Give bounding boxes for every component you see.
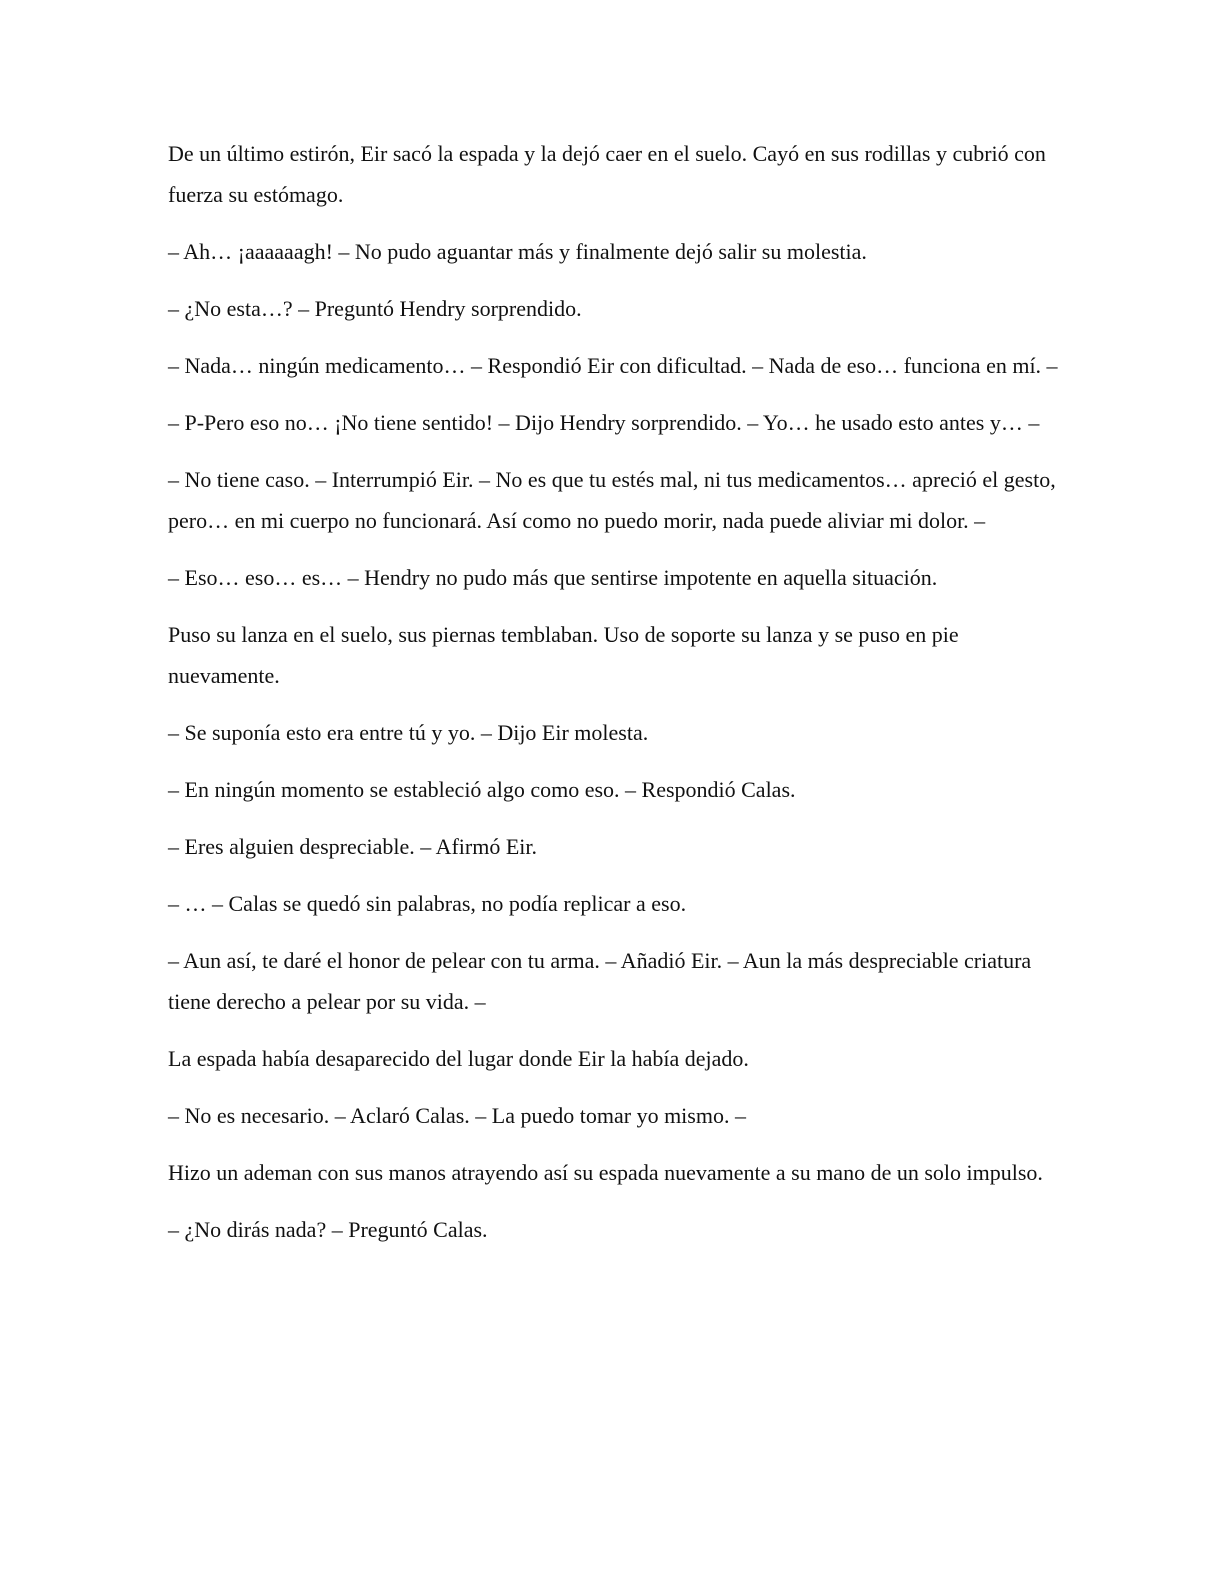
paragraph-4: – Nada… ningún medicamento… – Respondió Eir con dificultad. – Nada de eso… funciona en mí. – (168, 353, 1058, 378)
paragraph-5: – P-Pero eso no… ¡No tiene sentido! – Dijo Hendry sorprendido. – Yo… he usado esto antes y… – (168, 410, 1040, 435)
paragraph-9: – Se suponía esto era entre tú y yo. – Dijo Eir molesta. (168, 720, 649, 745)
paragraph-15: – No es necesario. – Aclaró Calas. – La puedo tomar yo mismo. – (168, 1103, 746, 1128)
document-page (168, 133, 1058, 1266)
paragraph-2: – Ah… ¡aaaaaagh! – No pudo aguantar más y finalmente dejó salir su molestia. (168, 239, 867, 264)
paragraph-12: – … – Calas se quedó sin palabras, no podía replicar a eso. (168, 891, 687, 916)
paragraph-7: – Eso… eso… es… – Hendry no pudo más que sentirse impotente en aquella situación. (168, 565, 938, 590)
paragraph-14: La espada había desaparecido del lugar donde Eir la había dejado. (168, 1046, 749, 1071)
paragraph-6: – No tiene caso. – Interrumpió Eir. – No es que tu estés mal, ni tus medicamentos… apreció el gesto, pero… en mi cuerpo no funcionará. Así como no puedo morir, nada puede aliviar mi dolor. – (168, 467, 1056, 533)
paragraph-11: – Eres alguien despreciable. – Afirmó Eir. (168, 834, 537, 859)
paragraph-1: De un último estirón, Eir sacó la espada y la dejó caer en el suelo. Cayó en sus rodillas y cubrió con fuerza su estómago. (168, 141, 1046, 207)
paragraph-3: – ¿No esta…? – Preguntó Hendry sorprendido. (168, 296, 582, 321)
paragraph-8: Puso su lanza en el suelo, sus piernas temblaban. Uso de soporte su lanza y se puso en pie nuevamente. (168, 622, 959, 688)
paragraph-16: Hizo un ademan con sus manos atrayendo así su espada nuevamente a su mano de un solo impulso. (168, 1160, 1043, 1185)
paragraph-17: – ¿No dirás nada? – Preguntó Calas. (168, 1217, 488, 1242)
paragraph-10: – En ningún momento se estableció algo como eso. – Respondió Calas. (168, 777, 796, 802)
paragraph-13: – Aun así, te daré el honor de pelear con tu arma. – Añadió Eir. – Aun la más despreciable criatura tiene derecho a pelear por su vida. – (168, 948, 1032, 1014)
